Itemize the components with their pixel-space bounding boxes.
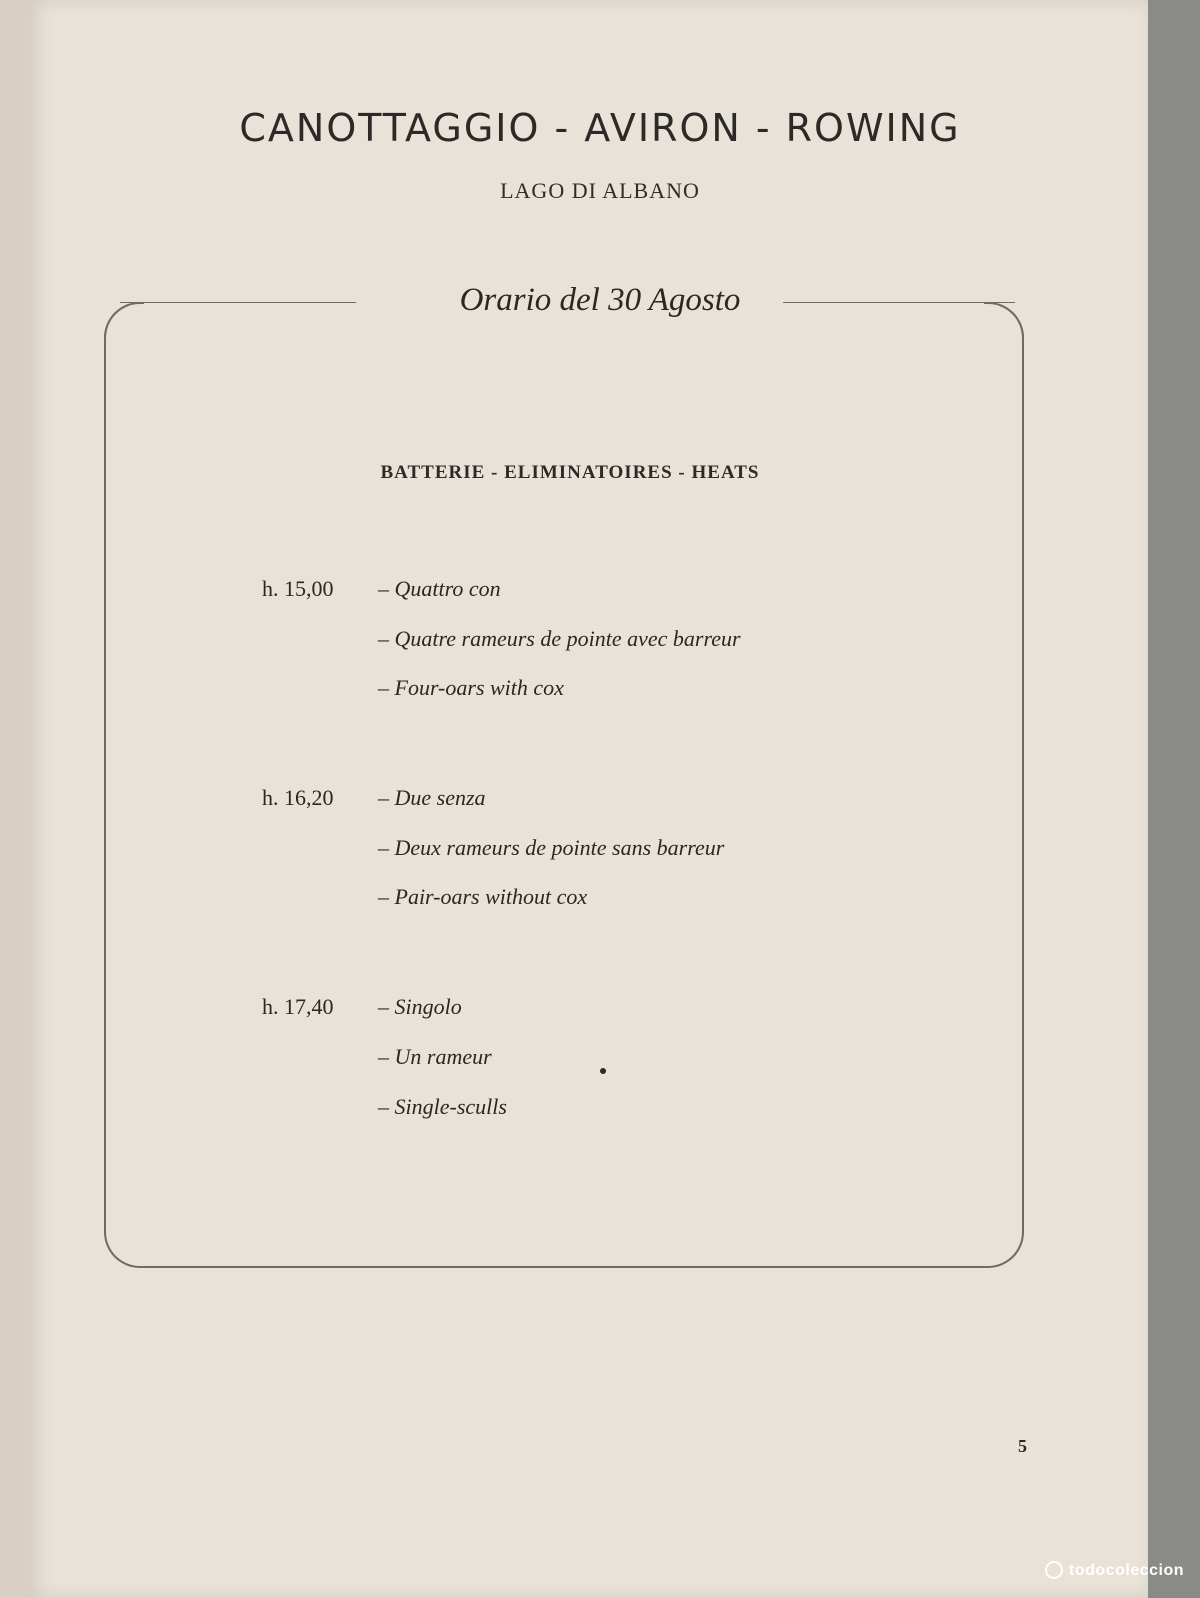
event-line: – Deux rameurs de pointe sans barreur xyxy=(378,835,725,860)
event-line: – Due senza xyxy=(378,785,486,810)
watermark-logo-icon xyxy=(1045,1561,1063,1579)
ink-dot xyxy=(600,1068,606,1074)
event-line: – Quattro con xyxy=(378,576,501,601)
event-time: h. 17,40 xyxy=(262,994,334,1019)
event-line: – Single-sculls xyxy=(378,1094,507,1119)
adjacent-page-edge xyxy=(0,0,31,1598)
schedule-frame xyxy=(104,302,1024,1268)
watermark xyxy=(1045,1561,1184,1580)
watermark-text: todocoleccion xyxy=(1069,1562,1184,1579)
event-line: – Un rameur xyxy=(378,1044,492,1069)
section-title: BATTERIE - ELIMINATOIRES - HEATS xyxy=(380,462,760,483)
event-time: h. 15,00 xyxy=(262,576,334,601)
venue-subtitle: LAGO DI ALBANO xyxy=(500,178,700,203)
event-line: – Quatre rameurs de pointe avec barreur xyxy=(378,626,741,651)
page-number: 5 xyxy=(1018,1436,1027,1456)
schedule-heading: Orario del 30 Agosto xyxy=(459,282,741,318)
event-time: h. 16,20 xyxy=(262,785,334,810)
page-title: CANOTTAGGIO - AVIRON - ROWING xyxy=(239,106,961,150)
event-line: – Pair-oars without cox xyxy=(378,884,588,909)
event-line: – Singolo xyxy=(378,994,462,1019)
event-line: – Four-oars with cox xyxy=(378,675,564,700)
